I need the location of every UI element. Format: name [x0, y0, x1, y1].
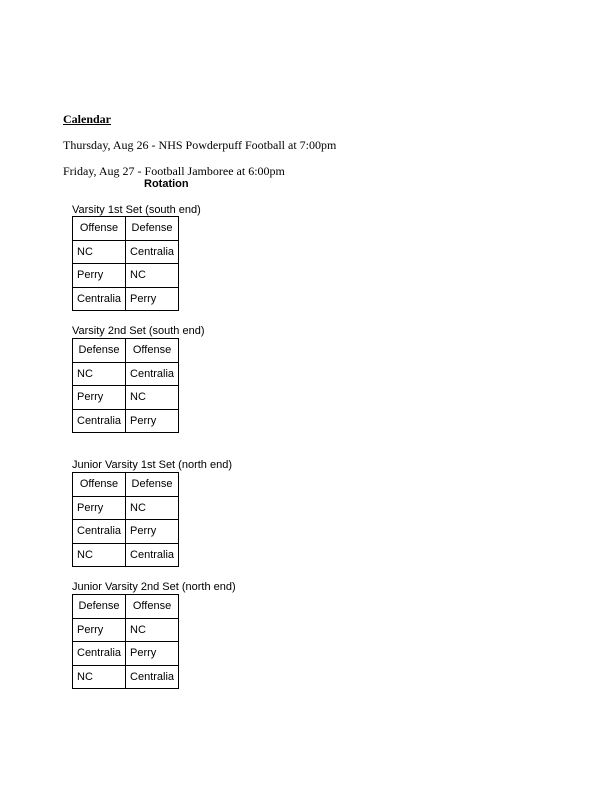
set-title: Junior Varsity 1st Set (north end) [72, 459, 232, 471]
table-header-cell: Defense [126, 217, 179, 241]
table-row [73, 264, 179, 288]
set-title: Varsity 1st Set (south end) [72, 204, 201, 216]
table-cell: Perry [126, 520, 179, 544]
table-cell: NC [73, 362, 126, 386]
table-cell: Centralia [126, 240, 179, 264]
table-cell: NC [126, 264, 179, 288]
table-cell: NC [126, 496, 179, 520]
calendar-event: Friday, Aug 27 - Football Jamboree at 6:00pm [63, 164, 285, 178]
table-header-cell: Defense [73, 339, 126, 363]
table-header-row [73, 339, 179, 363]
table-row [73, 496, 179, 520]
set-title: Junior Varsity 2nd Set (north end) [72, 581, 236, 593]
table-cell: Centralia [73, 520, 126, 544]
table-row [73, 618, 179, 642]
table-cell: Perry [73, 618, 126, 642]
rotation-table [72, 594, 179, 689]
table-header-row [73, 217, 179, 241]
table-row [73, 362, 179, 386]
table-row [73, 240, 179, 264]
table-cell: NC [73, 665, 126, 689]
table-cell: NC [73, 543, 126, 567]
table-cell: Centralia [126, 665, 179, 689]
table-row [73, 409, 179, 433]
set-title: Varsity 2nd Set (south end) [72, 325, 205, 337]
table-header-row [73, 595, 179, 619]
table-row [73, 520, 179, 544]
table-cell: Perry [126, 287, 179, 311]
table-header-cell: Offense [73, 217, 126, 241]
table-cell: Perry [126, 409, 179, 433]
table-row [73, 543, 179, 567]
table-cell: Perry [73, 496, 126, 520]
table-cell: Centralia [73, 642, 126, 666]
table-row [73, 287, 179, 311]
table-row [73, 665, 179, 689]
rotation-table [72, 216, 179, 311]
calendar-heading: Calendar [63, 112, 111, 126]
table-cell: Perry [126, 642, 179, 666]
table-cell: Centralia [73, 287, 126, 311]
calendar-event: Thursday, Aug 26 - NHS Powderpuff Football at 7:00pm [63, 138, 337, 152]
table-cell: Perry [73, 386, 126, 410]
table-header-cell: Defense [126, 473, 179, 497]
table-cell: Perry [73, 264, 126, 288]
rotation-table [72, 472, 179, 567]
table-row [73, 386, 179, 410]
table-cell: NC [126, 618, 179, 642]
table-cell: Centralia [73, 409, 126, 433]
table-cell: Centralia [126, 543, 179, 567]
table-cell: Centralia [126, 362, 179, 386]
table-cell: NC [73, 240, 126, 264]
rotation-table [72, 338, 179, 433]
table-header-cell: Offense [126, 595, 179, 619]
table-header-cell: Defense [73, 595, 126, 619]
table-header-cell: Offense [126, 339, 179, 363]
table-header-row [73, 473, 179, 497]
table-header-cell: Offense [73, 473, 126, 497]
table-cell: NC [126, 386, 179, 410]
table-row [73, 642, 179, 666]
rotation-title: Rotation [144, 178, 189, 190]
